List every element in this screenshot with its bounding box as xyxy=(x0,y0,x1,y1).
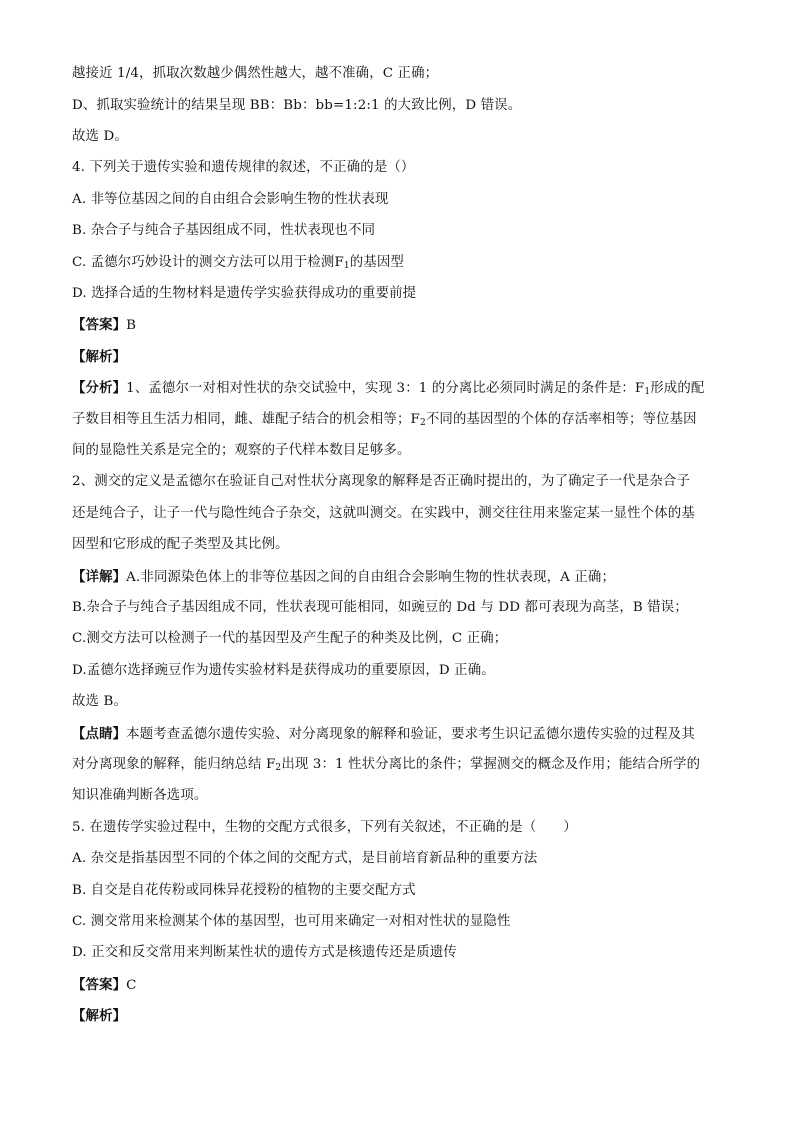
comment-line: 知识准确判断各选项。 xyxy=(72,788,208,803)
subscript: 1 xyxy=(343,261,350,271)
text-span: 不同的基因型的个体的存活率相等；等位基因 xyxy=(425,412,697,427)
question-4-option-a: A. 非等位基因之间的自由组合会影响生物的性状表现 xyxy=(72,192,389,207)
detail-line: B.杂合子与纯合子基因组成不同，性状表现可能相同，如豌豆的 Dd 与 DD 都可表现为高茎，B 错误； xyxy=(72,600,688,615)
text-span: 1、孟德尔一对相对性状的杂交试验中，实现 3：1 的分离比必须同时满足的条件是：F xyxy=(126,381,645,396)
answer-tag: 【答案】 xyxy=(72,977,127,993)
subscript: 2 xyxy=(275,763,282,773)
text-span: 的基因型 xyxy=(349,255,404,270)
section-tag: 【详解】 xyxy=(72,569,127,585)
analysis-line xyxy=(72,410,697,433)
text-span: 形成的配 xyxy=(650,381,705,396)
analysis-heading: 【解析】 xyxy=(72,1008,127,1024)
text-span: 对分离现象的解释，能归纳总结 F xyxy=(72,757,276,772)
answer-value: C xyxy=(126,978,137,993)
comment-line xyxy=(72,755,700,778)
comment-line xyxy=(72,724,695,745)
question-5-stem: 5. 在遗传学实验过程中，生物的交配方式很多，下列有关叙述，不正确的是（ ） xyxy=(72,820,577,835)
detail-line: D.孟德尔选择豌豆作为遗传实验材料是获得成功的重要原因，D 正确。 xyxy=(72,663,495,678)
analysis-line: 还是纯合子，让子一代与隐性纯合子杂交，这就叫测交。在实践中，测交往往用来鉴定某一显性个体的基 xyxy=(72,506,695,521)
question-4-option-c xyxy=(72,253,404,276)
question-5-option-c: C. 测交常用来检测某个体的基因型，也可用来确定一对相对性状的显隐性 xyxy=(72,914,511,929)
answer-line xyxy=(72,975,137,996)
analysis-line: 因型和它形成的配子类型及其比例。 xyxy=(72,537,289,552)
detail-line xyxy=(72,567,615,588)
question-4-option-d: D. 选择合适的生物材料是遗传学实验获得成功的重要前提 xyxy=(72,286,417,301)
analysis-heading: 【解析】 xyxy=(72,349,127,365)
text-span: 本题考查孟德尔遗传实验、对分离现象的解释和验证，要求考生识记孟德尔遗传实验的过程及其 xyxy=(126,727,695,742)
text-span: C. 孟德尔巧妙设计的测交方法可以用于检测F xyxy=(72,255,344,270)
text-span: A.非同源染色体上的非等位基因之间的自由组合会影响生物的性状表现，A 正确； xyxy=(126,570,616,585)
section-tag: 【点睛】 xyxy=(72,726,127,742)
section-tag: 【分析】 xyxy=(72,380,127,396)
question-4-stem: 4. 下列关于遗传实验和遗传规律的叙述，不正确的是（） xyxy=(72,160,415,175)
text-line: D、抓取实验统计的结果呈现 BB：Bb：bb=1:2:1 的大致比例，D 错误。 xyxy=(72,98,522,113)
analysis-line xyxy=(72,378,704,402)
subscript: 2 xyxy=(419,418,426,428)
question-5-option-d: D. 正交和反交常用来判断某性状的遗传方式是核遗传还是质遗传 xyxy=(72,945,457,960)
detail-line: C.测交方法可以检测子一代的基因型及产生配子的种类及比例，C 正确； xyxy=(72,631,508,646)
analysis-line: 间的显隐性关系是完全的；观察的子代样本数目足够多。 xyxy=(72,443,411,458)
text-line: 故选 D。 xyxy=(72,129,128,144)
question-5-option-a: A. 杂交是指基因型不同的个体之间的交配方式，是目前培育新品种的重要方法 xyxy=(72,851,538,866)
question-4-option-b: B. 杂合子与纯合子基因组成不同，性状表现也不同 xyxy=(72,223,376,238)
text-line: 越接近 1/4，抓取次数越少偶然性越大，越不准确，C 正确； xyxy=(72,66,439,81)
answer-line xyxy=(72,315,136,336)
answer-tag: 【答案】 xyxy=(72,317,127,333)
detail-line: 故选 B。 xyxy=(72,694,128,709)
answer-value: B xyxy=(126,318,137,333)
text-span: 子数目相等且生活力相同，雌、雄配子结合的机会相等；F xyxy=(72,412,420,427)
question-5-option-b: B. 自交是自花传粉或同株异花授粉的植物的主要交配方式 xyxy=(72,883,416,898)
subscript: 1 xyxy=(644,387,651,397)
text-span: 出现 3：1 性状分离比的条件；掌握测交的概念及作用；能结合所学的 xyxy=(281,757,701,772)
analysis-line: 2、测交的定义是孟德尔在验证自己对性状分离现象的解释是否正确时提出的，为了确定子一代是杂合子 xyxy=(72,474,690,489)
